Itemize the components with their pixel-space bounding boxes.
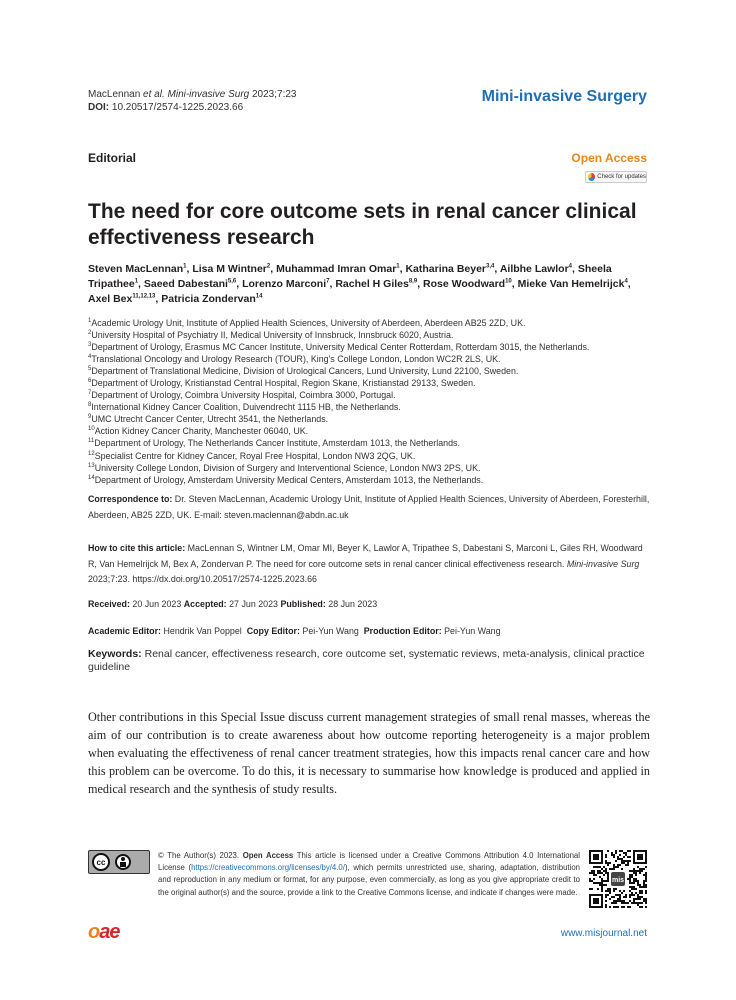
article-type: Editorial bbox=[88, 151, 137, 165]
affiliation-number: 8 bbox=[88, 402, 92, 409]
author-separator: , bbox=[138, 278, 144, 290]
author-affiliation-number: 10 bbox=[505, 278, 512, 285]
affiliation-text: Department of Translational Medicine, Division of Urological Cancers, Lund University, Lund 22100, Sweden. bbox=[91, 366, 519, 377]
affiliation-item bbox=[88, 341, 658, 353]
qr-code-icon[interactable] bbox=[589, 850, 647, 908]
license-paragraph bbox=[88, 850, 580, 899]
affiliation-text: Academic Urology Unit, Institute of Applied Health Sciences, University of Aberdeen, Aberdeen AB25 2ZD, UK. bbox=[91, 318, 526, 328]
license-link[interactable]: https://creativecommons.org/licenses/by/4.0/ bbox=[191, 863, 345, 873]
keywords-label: Keywords: bbox=[88, 648, 142, 660]
author bbox=[144, 278, 242, 290]
citation-block bbox=[88, 88, 297, 114]
author bbox=[88, 293, 161, 305]
cc-by-badge[interactable] bbox=[88, 850, 150, 874]
author-name: Rachel H Giles bbox=[335, 278, 409, 290]
how-to-cite-label: How to cite this article: bbox=[88, 543, 186, 553]
author bbox=[500, 263, 578, 275]
author-affiliation-number: 7 bbox=[326, 278, 330, 285]
affiliation-number: 4 bbox=[88, 354, 92, 361]
doi-value[interactable]: 10.20517/2574-1225.2023.66 bbox=[111, 102, 244, 113]
academic-editor: Hendrik Van Poppel bbox=[163, 626, 242, 636]
author bbox=[423, 278, 518, 290]
logo-e: e bbox=[109, 921, 120, 943]
oae-logo[interactable] bbox=[88, 921, 119, 944]
accepted-date: 27 Jun 2023 bbox=[229, 599, 278, 609]
author-separator: , bbox=[511, 278, 518, 290]
author-separator: , bbox=[186, 263, 193, 275]
doi-line bbox=[88, 101, 297, 114]
received-date: 20 Jun 2023 bbox=[132, 599, 182, 609]
affiliation-text: International Kidney Cancer Coalition, Duivendrecht 1115 HB, the Netherlands. bbox=[91, 402, 401, 413]
affiliation-number: 5 bbox=[88, 366, 92, 373]
attribution-icon bbox=[115, 854, 131, 870]
doi-label: DOI: bbox=[88, 102, 110, 113]
affiliation-item bbox=[88, 413, 658, 425]
author-affiliation-number: 5,6 bbox=[227, 278, 237, 285]
affiliation-text: University Hospital of Psychiatry II, Medical University of Innsbruck, Innsbruck 6020, Austria. bbox=[91, 330, 454, 341]
cite-etal: et al. bbox=[143, 89, 165, 100]
author-name: Lorenzo Marconi bbox=[242, 278, 327, 290]
cite-journal: Mini-invasive Surg bbox=[167, 89, 250, 100]
author-name: Sheela Tripathee bbox=[88, 263, 612, 290]
author-affiliation-number: 8,9 bbox=[408, 278, 418, 285]
affiliation-text: Department of Urology, Coimbra University Hospital, Coimbra 3000, Portugal. bbox=[91, 390, 396, 401]
affiliation-text: Department of Urology, Amsterdam University Medical Centers, Amsterdam 1013, the Netherlands. bbox=[94, 474, 484, 485]
affiliation-text: University College London, Division of Surgery and Interventional Science, London NW3 2PS, UK. bbox=[94, 462, 481, 473]
license-oa-label: Open Access bbox=[242, 851, 294, 860]
affiliation-item bbox=[88, 437, 658, 449]
affiliation-text: Action Kidney Cancer Charity, Manchester 06040, UK. bbox=[94, 426, 309, 437]
how-to-cite bbox=[88, 541, 650, 588]
affiliation-item bbox=[88, 353, 658, 365]
affiliation-number: 13 bbox=[88, 462, 95, 469]
keywords-text: Renal cancer, effectiveness research, core outcome set, systematic reviews, meta-analysis, clinical practice guideline bbox=[88, 648, 645, 673]
author-affiliation-number: 14 bbox=[255, 293, 263, 300]
author bbox=[88, 263, 192, 275]
published-date: 28 Jun 2023 bbox=[328, 599, 378, 609]
author bbox=[276, 263, 405, 275]
copy-editor-label: Copy Editor: bbox=[246, 626, 300, 636]
production-editor-label: Production Editor: bbox=[363, 626, 442, 636]
author-affiliation-number: 2 bbox=[266, 263, 271, 270]
check-updates-label: Check for updates bbox=[597, 174, 646, 180]
author-name: Rose Woodward bbox=[423, 278, 506, 290]
author-name: Lisa M Wintner bbox=[192, 263, 267, 275]
author bbox=[192, 263, 276, 275]
affiliation-item bbox=[88, 329, 658, 341]
academic-editor-label: Academic Editor: bbox=[88, 626, 161, 636]
cite-author: MacLennan bbox=[88, 89, 141, 100]
author-name: Steven MacLennan bbox=[88, 263, 184, 275]
affiliation-text: Translational Oncology and Urology Research (TOUR), King's College London, London WC2R 2LS, UK. bbox=[91, 354, 501, 365]
author-separator: , bbox=[572, 263, 578, 275]
author-affiliation-number: 3,4 bbox=[486, 263, 495, 270]
cc-icon: cc bbox=[92, 853, 110, 871]
affiliation-item bbox=[88, 401, 658, 413]
author-affiliation-number: 4 bbox=[624, 278, 628, 285]
author-list bbox=[88, 262, 648, 307]
affiliation-item bbox=[88, 377, 658, 389]
copyright: © The Author(s) 2023. bbox=[158, 851, 240, 860]
correspondence-label: Correspondence to: bbox=[88, 494, 173, 504]
author bbox=[242, 278, 335, 290]
correspondence bbox=[88, 492, 650, 523]
published-label: Published: bbox=[280, 599, 326, 609]
how-to-cite-doi: 2023;7:23. https://dx.doi.org/10.20517/2574-1225.2023.66 bbox=[88, 574, 317, 584]
author bbox=[405, 263, 499, 275]
affiliation-list bbox=[88, 317, 658, 486]
author-separator: , bbox=[270, 263, 277, 275]
citation-line bbox=[88, 88, 297, 101]
open-access-label: Open Access bbox=[571, 151, 647, 165]
how-to-cite-journal: Mini-invasive Surg bbox=[566, 558, 640, 569]
author-separator: , bbox=[329, 278, 336, 290]
affiliation-number: 14 bbox=[88, 474, 95, 481]
copy-editor: Pei-Yun Wang bbox=[302, 626, 359, 636]
affiliation-item bbox=[88, 450, 658, 462]
author-affiliation-number: 11,12,13 bbox=[132, 293, 156, 300]
keywords bbox=[88, 648, 650, 674]
affiliation-item bbox=[88, 474, 658, 486]
dates-line bbox=[88, 597, 650, 613]
author bbox=[161, 293, 262, 305]
author-separator: , bbox=[399, 263, 406, 275]
production-editor: Pei-Yun Wang bbox=[444, 626, 501, 636]
affiliation-text: Department of Urology, The Netherlands Cancer Institute, Amsterdam 1013, the Netherlands. bbox=[94, 438, 460, 449]
license-text bbox=[88, 850, 580, 899]
affiliation-number: 3 bbox=[88, 342, 92, 349]
affiliation-text: Specialist Centre for Kidney Cancer, Royal Free Hospital, London NW3 2QG, UK. bbox=[94, 450, 416, 461]
accepted-label: Accepted: bbox=[183, 599, 227, 609]
how-to-cite-text: MacLennan S, Wintner LM, Omar MI, Beyer K, Lawlor A, Tripathee S, Dabestani S, Marconi L, Giles RH, Woodward R, Van Hemelrijck M, Bex A, Zondervan P. The need for core outcome sets in renal cancer clinical effectiveness research. bbox=[88, 543, 643, 569]
received-label: Received: bbox=[88, 599, 130, 609]
author-name: Saeed Dabestani bbox=[143, 278, 228, 290]
affiliation-number: 1 bbox=[88, 318, 92, 325]
website-link[interactable]: www.misjournal.net bbox=[560, 928, 647, 939]
author-separator: , bbox=[155, 293, 162, 305]
affiliation-item bbox=[88, 365, 658, 377]
author-affiliation-number: 1 bbox=[396, 263, 400, 270]
logo-a: a bbox=[99, 921, 110, 943]
author-name: Katharina Beyer bbox=[405, 263, 487, 275]
svg-text:mis: mis bbox=[611, 877, 625, 884]
editors-line bbox=[88, 624, 650, 640]
affiliation-number: 10 bbox=[88, 426, 95, 433]
affiliation-item bbox=[88, 317, 658, 329]
license-text-1: This article is licensed under a Creative Commons Attribution 4.0 International License ( bbox=[158, 851, 580, 873]
author-affiliation-number: 4 bbox=[568, 263, 572, 270]
affiliation-item bbox=[88, 462, 658, 474]
author-separator: , bbox=[627, 278, 631, 290]
logo-o: o bbox=[88, 921, 100, 943]
author-separator: , bbox=[417, 278, 424, 290]
affiliation-number: 7 bbox=[88, 390, 92, 397]
affiliation-text: Department of Urology, Kristianstad Central Hospital, Region Skane, Kristianstad 29133, Sweden. bbox=[91, 378, 476, 389]
affiliation-number: 6 bbox=[88, 378, 92, 385]
correspondence-text: Dr. Steven MacLennan, Academic Urology Unit, Institute of Applied Health Sciences, University of Aberdeen, Foresterhill, Aberdeen, AB25 2ZD, UK. E-mail: steven.maclennan@abdn.ac.uk bbox=[88, 494, 650, 520]
article-title: The need for core outcome sets in renal cancer clinical effectiveness research bbox=[88, 200, 637, 249]
affiliation-text: UMC Utrecht Cancer Center, Utrecht 3541, the Netherlands. bbox=[91, 414, 329, 425]
affiliation-item bbox=[88, 425, 658, 437]
affiliation-item bbox=[88, 389, 658, 401]
license-text-2: ), which permits unrestricted use, sharing, adaptation, distribution and reproduction in any medium or format, for any purpose, even commercially, as long as you give appropriate credit to the original author(s) and the source, provide a link to the Creative Commons license, and indicate if changes were made. bbox=[158, 863, 580, 897]
check-for-updates-button[interactable] bbox=[585, 171, 647, 183]
affiliation-number: 2 bbox=[88, 330, 92, 337]
author-separator: , bbox=[236, 278, 243, 290]
affiliation-text: Department of Urology, Erasmus MC Cancer Institute, University Medical Center Rotterdam, Rotterdam 3015, the Netherlands. bbox=[91, 342, 590, 353]
author-name: Mieke Van Hemelrijck bbox=[517, 278, 625, 290]
author-name: Muhammad Imran Omar bbox=[276, 263, 397, 275]
author-affiliation-number: 1 bbox=[134, 278, 139, 285]
crossmark-icon bbox=[588, 173, 595, 181]
author-affiliation-number: 1 bbox=[183, 263, 187, 270]
cite-volume: 2023;7:23 bbox=[252, 89, 297, 100]
journal-title[interactable]: Mini-invasive Surgery bbox=[481, 88, 647, 105]
author-name: Patricia Zondervan bbox=[161, 293, 256, 305]
author bbox=[518, 278, 631, 290]
author bbox=[335, 278, 423, 290]
affiliation-number: 12 bbox=[88, 450, 95, 457]
affiliation-number: 9 bbox=[88, 414, 92, 421]
author-name: Axel Bex bbox=[88, 293, 133, 305]
author-separator: , bbox=[494, 263, 500, 275]
body-paragraph: Other contributions in this Special Issue discuss current management strategies of small renal masses, whereas the aim of our contribution is to create awareness about how outcome reporting heterogeneity is a major problem when evaluating the effectiveness of renal cancer treatment strategies, how this impacts renal cancer care and how this problem can be overcome. To do this, it is necessary to summarise how knowledge is produced and applied in medical research and the synthesis of study results. bbox=[88, 710, 650, 796]
affiliation-number: 11 bbox=[88, 438, 95, 445]
author-name: Ailbhe Lawlor bbox=[499, 263, 569, 275]
